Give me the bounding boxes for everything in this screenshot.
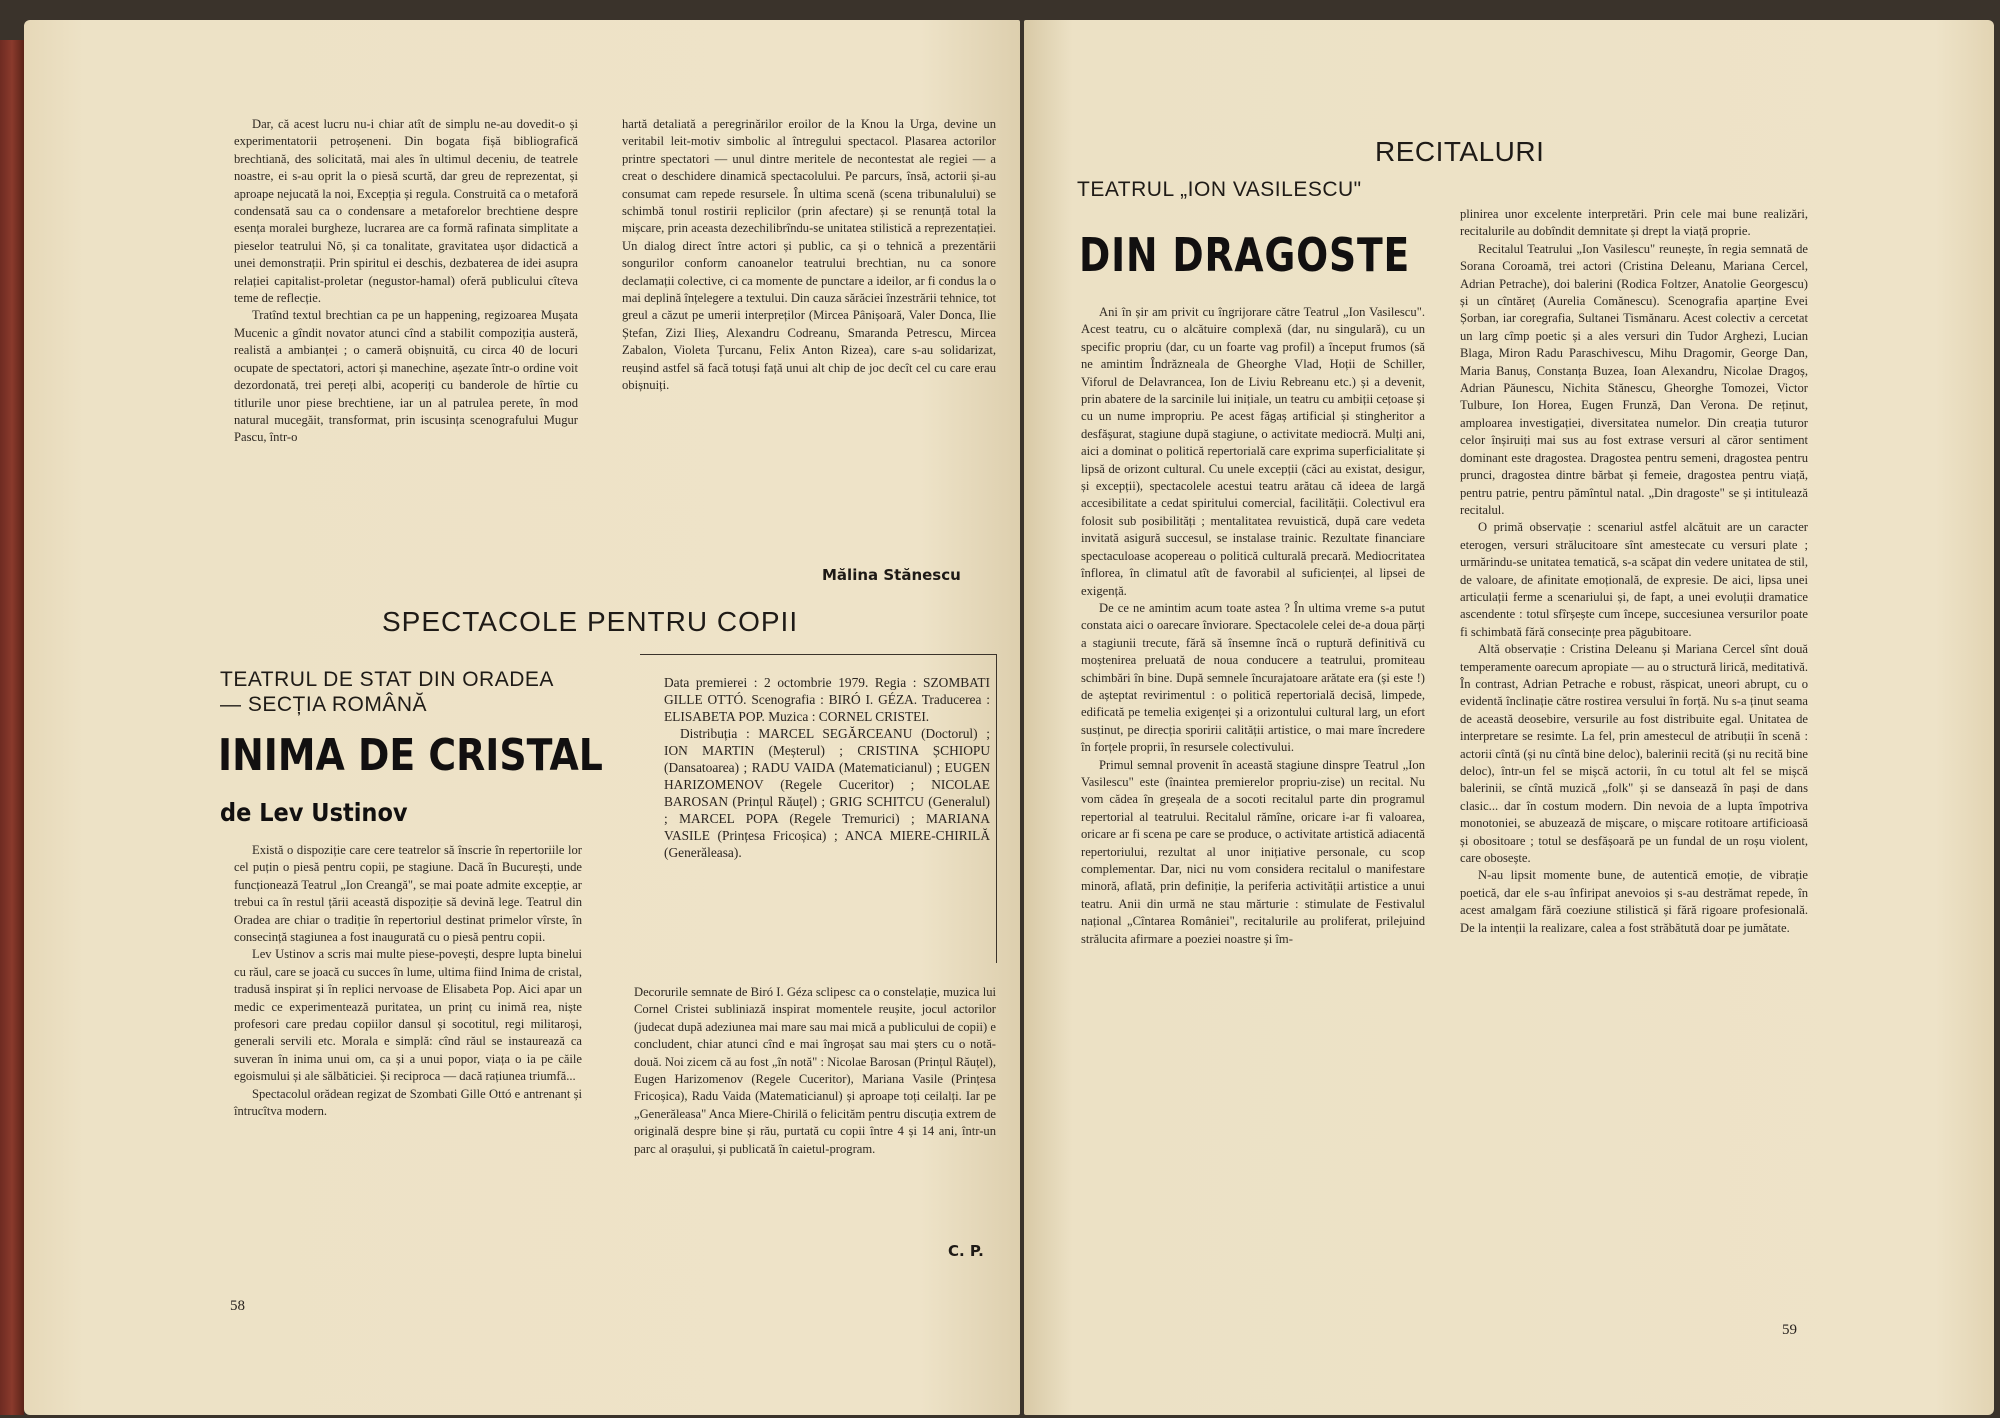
right-col2 [1460,206,1808,937]
left-col1-p2: Tratînd textul brechtian ca pe un happening, regizoarea Mușata Mucenic a gîndit novator atunci cînd a stabilit compoziția austeră, realistă a ambianței ; o cameră obișnuită, cu circa 40 de locuri ocupate de spectatori, actori și manechine, așezate într-o ordine voit dezordonată, trei pereți albi, acoperiți cu banderole de hîrtie cu titlurile unor piese brechtiene, iar un al patrulea perete, în mod natural mucegăit, transformat, prin iscusința scenografului Mugur Pascu, într-o [234,308,578,445]
left-col3-p3: Spectacolul orădean regizat de Szombati Gille Ottó e antrenant și întrucîtva modern. [234,1086,582,1119]
right-col1 [1081,304,1425,948]
left-col4-p1: Decorurile semnate de Biró I. Géza sclipesc ca o constelație, muzica lui Cornel Cristei subliniază inspirat momentele reușite, jocul actorilor (judecat după adeziunea mai mare sau mai mică a publicului de copii) e concludent, chiar atunci cînd e mai îngroșat sau mai șters cu o notă-două. Noi zicem că au fost „în notă" : Nicolae Barosan (Prințul Răuțel), Eugen Harizomenov (Regele Cuceritor), Mariana Vasile (Prințesa Fricoșica), Radu Vaida (Matematicianul) și aproape toți ceilalți. Iar pe „Generăleasa" Anca Miere-Chirilă o felicităm pentru discuția extrem de originală despre bine și rău, purtată cu copii între 4 și 14 ani, într-un parc al orașului, și publicată în caietul-program. [634,985,996,1156]
credits-p2: Distribuția : MARCEL SEGĂRCEANU (Doctorul) ; ION MARTIN (Meșterul) ; CRISTINA ȘCHIOPU (Dansatoarea) ; RADU VAIDA (Matematicianul) ; EUGEN HARIZOMENOV (Regele Cuceritor) ; NICOLAE BAROSAN (Prințul Răuțel) ; GRIG SCHITCU (Generalul) ; MARCEL POPA (Regele Tremurici) ; MARIANA VASILE (Prințesa Fricoșica) ; ANCA MIERE-CHIRILĂ (Generăleasa). [664,726,990,860]
left-page [24,20,1020,1415]
right-col1-p3: Primul semnal provenit în această stagiune dinspre Teatrul „Ion Vasilescu" este (înaintea premierelor propriu-zise) un recital. Nu vom cădea în greșeala de a socoti recitalul parte din programul repertorial al teatrului. Recitalul rămîne, oricare i-ar fi valoarea, oricare ar fi scena pe care se produce, o activitate artistică adiacentă repertoriului, rezultat al unor inițiative personale, cu scop complementar. Dar, nici nu vom considera recitalul o manifestare minoră, aflată, prin definiție, la periferia activității artistice a unui teatru. Anii din urmă ne stau mărturie : stimulate de Festivalul național „Cîntarea României", recitalurile au proliferat, prilejuind strălucita afirmare a poeziei noastre și îm- [1081,757,1425,946]
right-page [1024,20,1994,1415]
right-col2-p3: O primă observație : scenariul astfel alcătuit are un caracter eterogen, versuri strălucitoare sînt amestecate cu versuri plate ; urmărindu-se unitatea tematică, s-a scăpat din vedere unitatea de stil, de valoare, de afinitate emoțională, de expresie. De aici, lipsa unei articulații ferme a scenariului și, de fapt, a unei evoluții dramatice ascendente : totul sfîrșește cum începe, succesiunea versurilor poate fi schimbată fără consecințe prea păgubitoare. [1460,520,1808,639]
left-col1-p1: Dar, că acest lucru nu-i chiar atît de simplu ne-au dovedit-o și experimentatorii petroșeneni. Din bogata fișă bibliografică brechtiană, des solicitată, mai ales în ultimul deceniu, de teatrele noastre, ei s-au oprit la o piesă scurtă, dar greu de reprezentat, și aproape nejucată la noi, Excepția și regula. Construită ca o metaforă condensată sau ca o condensare a metaforelor brechtiene despre esența moralei burgheze, lucrarea are ca formă rafinata simplitate a pieselor teatrului Nō, și ca tonalitate, gravitatea ușor didactică a unei demonstrații. Prin spiritul ei deschis, dezbaterea de idei asupra relației capitalist-proletar (negustor-hamal) oferă publicului cîteva teme de reflecție. [234,117,578,306]
right-col2-p4: Altă observație : Cristina Deleanu și Mariana Cercel sînt două temperamente oarecum apropiate — au o structură lirică, meditativă. În contrast, Adrian Petrache e robust, răspicat, uneori abrupt, cu o evidentă înclinație către rostirea versului în forță. Nu s-a ținut seama de această deosebire, versurile au fost distribuite egal. Unitatea de interpretare se resimte. La fel, prin amestecul de atribuții în scenă : actorii cîntă (și nu cîntă bine deloc), balerinii recită (și nu recită bine deloc), într-un fel se mișcă actorii, în cu totul alt fel se mișcă balerinii, se cîntă muzică „folk" și se dansează în pași de dans clasic... dar în costum modern. Din nevoia de a lupta împotriva monotoniei, se abuzează de mișcare, o mișcare rotitoare artificioasă și obositoare ; totul se desfășoară pe un fundal de un roșu violent, care obosește. [1460,642,1808,866]
book-binding [0,40,24,1415]
right-col1-p2: De ce ne amintim acum toate astea ? În ultima vreme s-a putut constata aici o oarecare înviorare. Spectacolele celei de-a doua părți a stagiunii trecute, fără să însemne încă o ruptură definitivă cu moștenirea preluată de noua conducere a teatrului, promiteau schimbări în bine. După semnele încurajatoare arătate era (și este !) de așteptat revirimentul : o politică repertorială decisă, limpede, edificată pe temelia exigenței și a orizontului cultural larg, un efort susținut, pe direcția sporirii calității artistice, o mai mare încredere în forțele proprii, în resursele colectivului. [1081,600,1425,755]
right-col1-p1: Ani în șir am privit cu îngrijorare către Teatrul „Ion Vasilescu". Acest teatru, cu o alcătuire complexă (dar, nu singulară), cu un specific propriu (dar, cu un foarte vag profil) a început frumos (să ne amintim Îndrăzneala de Gheorghe Vlad, Hoții de Schiller, Viforul de Delavrancea, Ion de Liviu Rebreanu etc.) și a devenit, prin abatere de la sarcinile lui inițiale, un teatru cu ambiții cețoase și cu un nume impropriu. Pe acest făgaș artificial și stingheritor a desfășurat, stagiune după stagiune, o activitate mediocră. Mulți ani, aici a dominat o politică repertorială care exprima superficialitate și lipsă de orizont cultural. Cu unele excepții (căci au existat, desigur, și excepții), spectacolele acestui teatru arătau că ideea de largă accesibilitate a cedat spiritului comercial, facilității. Colectivul era folosit sub posibilități ; mentalitatea revuistică, după care vedeta invitată asigură succesul, se instalase trainic. Rezultate financiare spectaculoase acopereau o politică culturală precară. Mediocritatea înflorea, în climatul atît de favorabil al suficienței, al lipsei de exigență. [1081,305,1425,598]
left-col3-p2: Lev Ustinov a scris mai multe piese-povești, despre lupta binelui cu răul, care se joacă cu succes în lume, ultima fiind Inima de cristal, tradusă inspirat și în replici nervoase de Elisabeta Pop. Aici apar un medic ce experimentează puritatea, un prinț cu inimă rea, niște profesori care predau copiilor dansul și socotitul, regi militaroși, generali servili etc. Morala e simplă: cînd răul se instaurează ca suveran în inima unui om, ca și a unui popor, viața o ia pe căile egoismului și ale sălbăticiei. Și reciproca — dacă rațiunea triumfă... [234,947,582,1084]
signature-cp: C. P. [948,1242,984,1260]
theatre-name-line1: TEATRUL DE STAT DIN ORADEA [220,668,554,691]
left-col2 [622,116,996,395]
right-col2-p1: plinirea unor excelente interpretări. Prin cele mai bune realizări, recitalurile au dobîndit demnitate și drept la viață proprie. [1460,207,1808,239]
recital-title: DIN DRAGOSTE [1079,228,1411,282]
left-col4 [634,984,996,1158]
credits-p1: Data premierei : 2 octombrie 1979. Regia : SZOMBATI GILLE OTTÓ. Scenografia : BIRÓ I. GÉZA. Traducerea : ELISABETA POP. Muzica : CORNEL CRISTEI. [664,675,990,724]
credits-block [664,674,990,861]
section-heading-recitaluri: RECITALURI [1375,136,1545,167]
theatre-name-line2: — SECȚIA ROMÂNĂ [220,693,428,716]
left-col2-p1: hartă detaliată a peregrinărilor eroilor de la Knou la Urga, devine un veritabil leit-motiv simbolic al întregului spectacol. Plasarea actorilor printre spectatori — unul dintre meritele de necontestat ale regiei — a creat o deschidere dinamică spectacolului. Pe parcurs, însă, actorii și-au consumat cam repede resursele. În ultima scenă (scena tribunalului) se schimbă tonul rostirii replicilor (prin afectare) și se renunță total la mișcare, prin aceasta dezechilibrîndu-se unitatea stilistică a reprezentației. Un dialog direct între actori și public, ca și o tehnică a prezentării songurilor conform canoanelor teatrului brechtian, nu ca sonore declamații colective, ci ca momente de punctare a ideilor, ar fi condus la o mai deplină înțelegere a textului. Din cauza sărăciei înzestrării tehnice, tot greul a căzut pe umerii interpreților (Mircea Pânișoară, Valer Donca, Ilie Ștefan, Zizi Ilieș, Alexandru Codreanu, Smaranda Petrescu, Mircea Zabalon, Violeta Țurcanu, Felix Anton Rizea), care s-au solidarizat, reușind astfel să facă totuși față unui alt chip de joc decît cel cu care erau obișnuiți. [622,117,996,393]
section-heading-copii: SPECTACOLE PENTRU COPII [382,606,799,637]
right-col2-p5: N-au lipsit momente bune, de autentică emoție, de vibrație poetică, dar ele s-au înfiripat anevoios și s-au destrămat repede, în acest amalgam fără coeziune stilistică și fără rigoare profesională. De la intenții la realizare, calea a fost străbătută doar pe jumătate. [1460,868,1808,935]
signature-malina-stanescu: Mălina Stănescu [822,566,961,584]
left-col3-p1: Există o dispoziție care cere teatrelor să înscrie în repertoriile lor cel puțin o piesă pentru copii, pe stagiune. Dacă în București, unde funcționează Teatrul „Ion Creangă", se mai poate admite excepție, ar trebui ca în restul țării această dispoziție să devină lege. Teatrul din Oradea are chiar o tradiție în repertoriul destinat primelor vîrste, în consecință stagiunea a fost inaugurată cu o piesă pentru copii. [234,843,582,945]
page-number-right: 59 [1782,1322,1797,1338]
left-col3 [234,842,582,1121]
play-author: de Lev Ustinov [220,798,408,827]
theatre-name-ion-vasilescu: TEATRUL „ION VASILESCU" [1077,178,1362,201]
right-col2-p2: Recitalul Teatrului „Ion Vasilescu" reunește, în regia semnată de Sorana Coroamă, trei actori (Cristina Deleanu, Mariana Cercel, Adrian Petrache), doi balerini (Rodica Foltzer, Anatolie Georgescu) și un cîntăreț (Aurelia Comănescu). Scenografia aparține Evei Șorban, iar coregrafia, Sultanei Tismănaru. Acest colectiv a cercetat un larg cîmp poetic și a ales versuri din Tudor Arghezi, Lucian Blaga, Miron Radu Paraschivescu, Mihu Dragomir, George Dan, Maria Banuș, Constanța Buzea, Ioan Alexandru, Nicolae Dragoș, Adrian Păunescu, Nichita Stănescu, Gheorghe Tomozei, Victor Tulbure, Ion Horea, Eugen Frunză, Dan Verona. De reținut, amploarea investigației, diversitatea numelor. Din creația tuturor celor înșiruiți mai sus au fost extrase versuri al căror sentiment dominant este dragostea. Dragostea pentru semeni, dragostea pentru prunci, dragostea dintre bărbat și femeie, dragostea pentru viață, pentru patrie, pentru pămîntul natal. „Din dragoste" se și intitulează recitalul. [1460,241,1808,517]
page-number-left: 58 [230,1298,245,1314]
left-col1 [234,116,578,447]
play-title: INIMA DE CRISTAL [218,730,603,781]
